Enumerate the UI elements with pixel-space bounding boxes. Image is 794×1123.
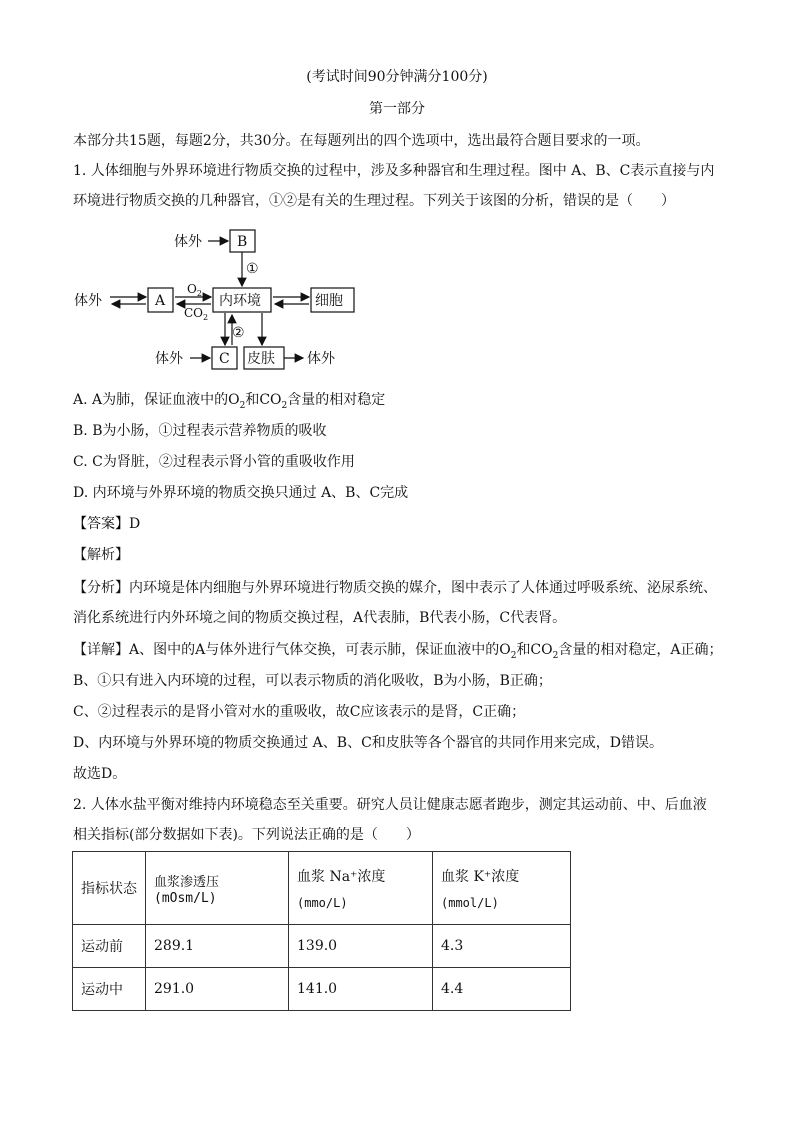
- diagram-box-b-label: B: [237, 234, 248, 250]
- part-title: 第一部分: [369, 101, 425, 117]
- q1-xiangjie-d: D、内环境与外界环境的物质交换通过 A、B、C和皮肤等各个器官的共同作用来完成，D错误。: [73, 735, 664, 751]
- table-row: [73, 925, 571, 968]
- diagram-co2: $CO_2$: [184, 306, 209, 322]
- diagram-circle2: ②: [232, 325, 245, 341]
- q1-stem-line2: 环境进行物质交换的几种器官，①②是有关的生理过程。下列关于该图的分析，错误的是（ ）: [73, 193, 675, 209]
- table-cell-na: 141.0: [289, 968, 433, 1011]
- q1-fenxi-line1: 【分析】内环境是体内细胞与外界环境进行物质交换的媒介，图中表示了人体通过呼吸系统、泌尿系统、: [73, 580, 717, 596]
- table-cell-k: 4.3: [433, 925, 571, 968]
- exam-time: (考试时间90分钟满分100分): [306, 69, 488, 85]
- diagram-circle1: ①: [246, 261, 259, 277]
- diagram-box-a-label: A: [155, 293, 166, 309]
- table-header-na: 血浆 Na⁺浓度 (mmo/L): [289, 852, 433, 925]
- q1-option-d: D. 内环境与外界环境的物质交换只通过 A、B、C完成: [73, 485, 409, 501]
- table-cell-osm: 291.0: [146, 968, 289, 1011]
- table-row: [73, 968, 571, 1011]
- table-cell-k: 4.4: [433, 968, 571, 1011]
- q1-option-c: C. C为肾脏，②过程表示肾小管的重吸收作用: [73, 454, 355, 470]
- q1-diagram: [70, 226, 370, 371]
- q1-xiangjie-a: 【详解】A、图中的A与体外进行气体交换，可表示肺，保证血液中的$O_2$和$CO_2$含量的相对稳定，A正确；: [73, 642, 723, 661]
- q1-answer: [73, 514, 140, 534]
- q1-option-b: B. B为小肠，①过程表示营养物质的吸收: [73, 423, 327, 439]
- diagram-o2: $O_2$: [187, 282, 202, 298]
- table-cell-na: 139.0: [289, 925, 433, 968]
- table-cell-state: 运动中: [73, 968, 146, 1011]
- q2-stem-line2: 相关指标(部分数据如下表)。下列说法正确的是（ ）: [73, 827, 420, 843]
- q2-stem-line1: 2. 人体水盐平衡对维持内环境稳态至关重要。研究人员让健康志愿者跑步，测定其运动前、中、后血液: [73, 797, 707, 813]
- table-cell-state: 运动前: [73, 925, 146, 968]
- diagram-box-c-label: C: [219, 351, 230, 367]
- diagram-outside-bottom-left: 体外: [155, 351, 183, 367]
- diagram-outside-left: 体外: [74, 293, 102, 309]
- diagram-inner-env-label: 内环境: [219, 293, 261, 309]
- answer-tag: 【答案】: [73, 516, 129, 532]
- q1-analysis-tag: 【解析】: [73, 547, 129, 563]
- table-header-row: [73, 852, 571, 925]
- q1-option-a: A. A为肺，保证血液中的$O_2$和$CO_2$含量的相对稳定: [73, 392, 386, 411]
- q1-fenxi-line2: 消化系统进行内外环境之间的物质交换过程，A代表肺，B代表小肠，C代表肾。: [73, 610, 567, 626]
- diagram-skin-label: 皮肤: [247, 351, 275, 367]
- diagram-cell-label: 细胞: [315, 293, 343, 309]
- q1-xiangjie-c: C、②过程表示的是肾小管对水的重吸收，故C应该表示的是肾，C正确；: [73, 704, 526, 720]
- q1-xiangjie-b: B、①只有进入内环境的过程，可以表示物质的消化吸收，B为小肠，B正确；: [73, 673, 552, 689]
- table-header-osm: 血浆渗透压(mOsm/L): [146, 852, 289, 925]
- table-header-state: 指标状态: [73, 852, 146, 925]
- diagram-outside-bottom-right: 体外: [307, 351, 335, 367]
- part-instructions: 本部分共15题，每题2分，共30分。在每题列出的四个选项中，选出最符合题目要求的一项。: [73, 133, 650, 149]
- table-cell-osm: 289.1: [146, 925, 289, 968]
- q1-stem-line1: 1. 人体细胞与外界环境进行物质交换的过程中，涉及多种器官和生理过程。图中 A、B、C表示直接与内: [73, 163, 715, 179]
- q1-conclusion: 故选D。: [73, 766, 127, 782]
- diagram-outside-top: 体外: [174, 234, 202, 250]
- q2-data-table: [72, 851, 571, 1011]
- answer-value: D: [129, 516, 141, 532]
- table-header-k: 血浆 K⁺浓度 (mmol/L): [433, 852, 571, 925]
